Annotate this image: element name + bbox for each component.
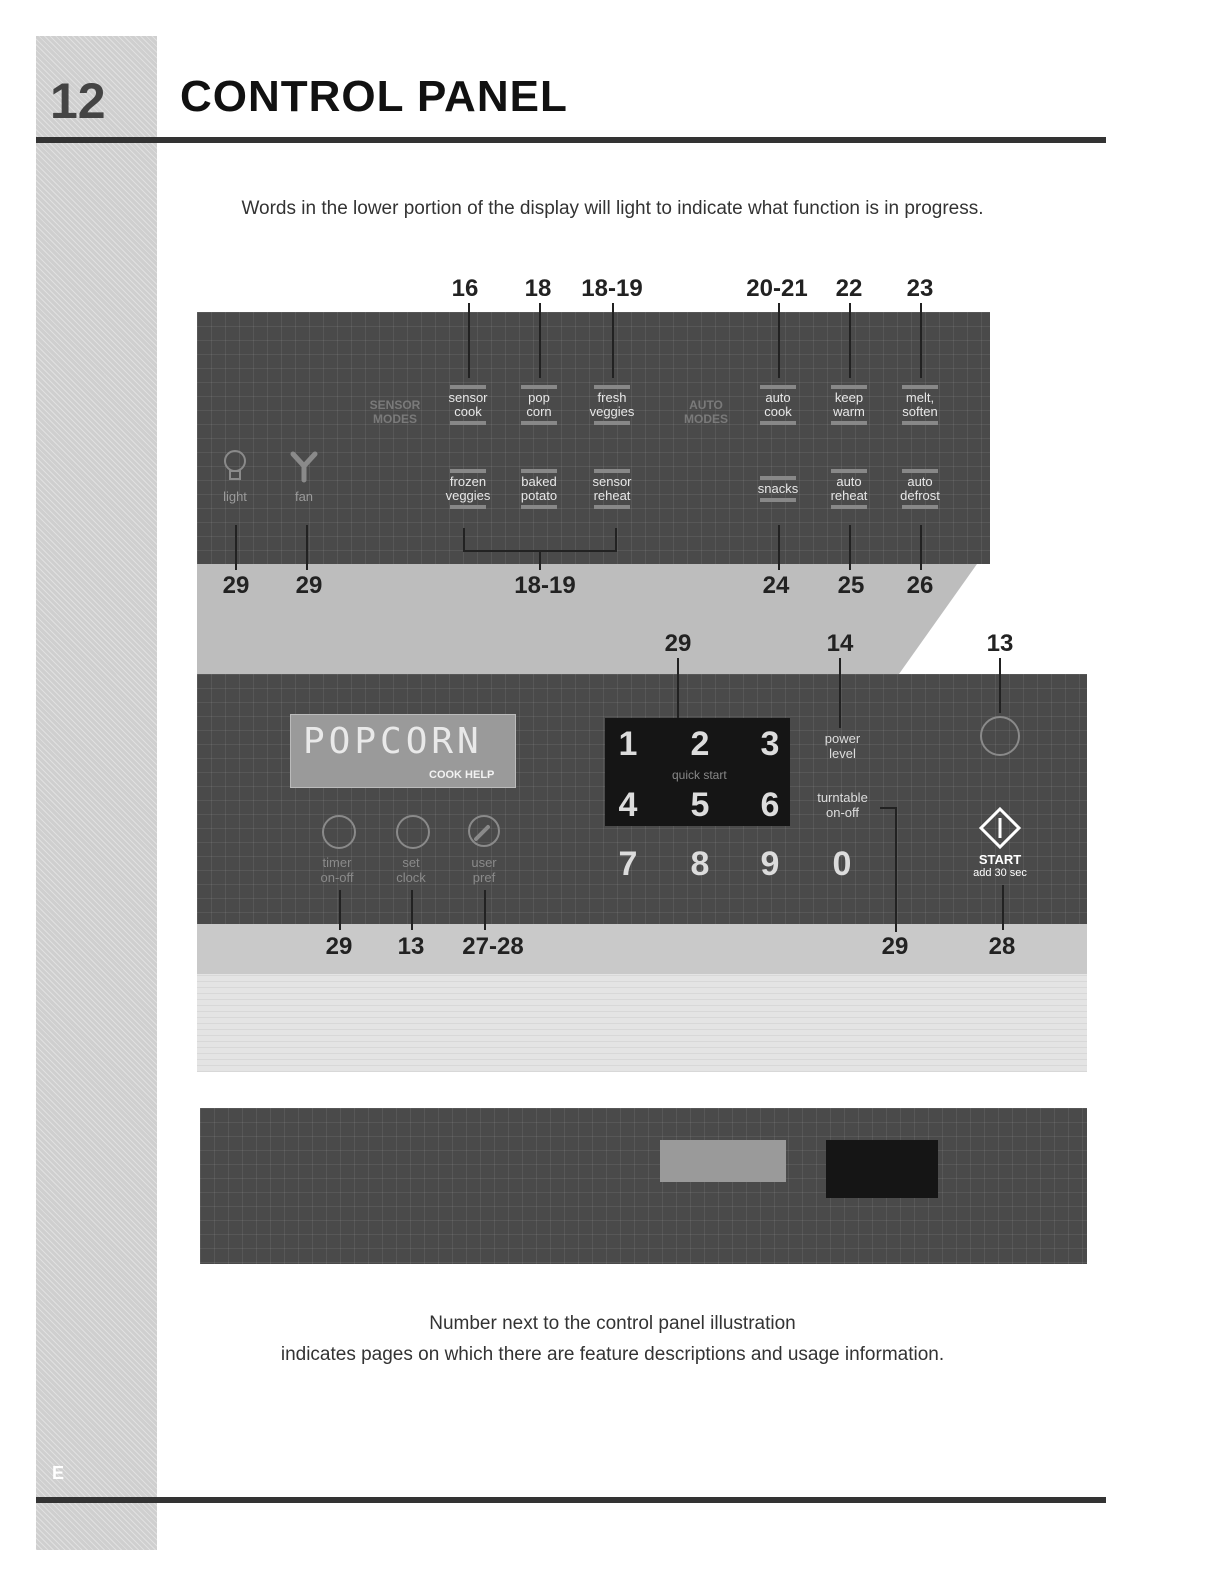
- sensor-modes-label: SENSOR MODES: [369, 398, 421, 426]
- leader-line: [411, 890, 413, 930]
- snacks-button[interactable]: snacks: [738, 474, 818, 504]
- callout-25: 25: [837, 572, 865, 599]
- footer-rule: [36, 1497, 1106, 1503]
- leader-line: [849, 303, 851, 378]
- display-text: POPCORN: [303, 721, 483, 762]
- leader-line: [999, 658, 1001, 713]
- callout-23: 23: [906, 275, 934, 302]
- callout-29-light: 29: [222, 572, 250, 599]
- light-bulb-icon[interactable]: [220, 448, 250, 484]
- callout-29-turntable: 29: [881, 933, 909, 960]
- auto-defrost-button[interactable]: auto defrost: [880, 467, 960, 511]
- intro-text: Words in the lower portion of the display will light to indicate what function is in progress.: [241, 198, 984, 219]
- callout-26: 26: [906, 572, 934, 599]
- fan-label: fan: [294, 489, 314, 504]
- leader-line: [339, 890, 341, 930]
- quick-start-label: quick start: [672, 768, 727, 782]
- power-level-button[interactable]: power level: [824, 731, 861, 761]
- auto-reheat-button[interactable]: auto reheat: [809, 467, 889, 511]
- footnote-line-1: Number next to the control panel illustration: [429, 1313, 796, 1334]
- key-3[interactable]: 3: [760, 725, 780, 763]
- leader-line: [778, 303, 780, 378]
- leader-line: [895, 807, 897, 932]
- page-number: 12: [50, 73, 106, 129]
- leader-line: [306, 525, 308, 570]
- leader-line: [484, 890, 486, 930]
- title-rule: [36, 137, 1106, 143]
- light-label: light: [223, 489, 247, 504]
- key-2[interactable]: 2: [690, 725, 710, 763]
- leader-line: [778, 525, 780, 570]
- key-8[interactable]: 8: [690, 845, 710, 883]
- key-5[interactable]: 5: [690, 786, 710, 824]
- turntable-button[interactable]: turntable on-off: [817, 790, 868, 820]
- leader-line: [920, 303, 922, 378]
- keep-warm-button[interactable]: keep warm: [809, 383, 889, 427]
- callout-22: 22: [835, 275, 863, 302]
- key-9[interactable]: 9: [760, 845, 780, 883]
- fresh-veggies-button[interactable]: fresh veggies: [572, 383, 652, 427]
- key-7[interactable]: 7: [618, 845, 638, 883]
- panel-lower-edge: [197, 974, 1087, 1072]
- start-icon[interactable]: [978, 806, 1022, 850]
- leader-line: [849, 525, 851, 570]
- callout-27-28: 27-28: [462, 933, 524, 960]
- frozen-veggies-button[interactable]: frozen veggies: [428, 467, 508, 511]
- user-pref-label: user pref: [471, 855, 497, 885]
- callout-16: 16: [451, 275, 479, 302]
- thumbnail-keypad: [826, 1140, 938, 1198]
- callout-18-19-row: 18-19: [514, 572, 576, 599]
- callout-13-top: 13: [986, 630, 1014, 657]
- callout-18: 18: [524, 275, 552, 302]
- popcorn-button[interactable]: pop corn: [499, 383, 579, 427]
- power-icon[interactable]: [980, 716, 1020, 756]
- bracket-line: [463, 528, 617, 552]
- footnote-line-2: indicates pages on which there are feature descriptions and usage information.: [280, 1344, 945, 1365]
- leader-line: [839, 658, 841, 728]
- auto-cook-button[interactable]: auto cook: [738, 383, 818, 427]
- baked-potato-button[interactable]: baked potato: [499, 467, 579, 511]
- leader-line: [1002, 885, 1004, 930]
- wrench-icon[interactable]: [466, 813, 502, 849]
- start-label: START: [978, 852, 1022, 867]
- leader-line: [539, 303, 541, 378]
- language-marker: E: [52, 1463, 65, 1483]
- callout-20-21: 20-21: [746, 275, 808, 302]
- timer-label: timer on-off: [320, 855, 354, 885]
- auto-modes-label: AUTO MODES: [683, 398, 728, 426]
- callout-24: 24: [762, 572, 790, 599]
- set-clock-label: set clock: [396, 855, 426, 885]
- key-0[interactable]: 0: [832, 845, 852, 883]
- panel-upper-band: [197, 312, 990, 564]
- sensor-cook-button[interactable]: sensor cook: [428, 383, 508, 427]
- callout-29-quickstart: 29: [664, 630, 692, 657]
- key-4[interactable]: 4: [618, 786, 638, 824]
- leader-line: [880, 807, 896, 809]
- callout-18-19: 18-19: [581, 275, 643, 302]
- callout-14: 14: [826, 630, 854, 657]
- callout-13-clock: 13: [397, 933, 425, 960]
- key-6[interactable]: 6: [760, 786, 780, 824]
- cook-help-label: COOK HELP: [429, 769, 495, 781]
- leader-line: [612, 303, 614, 378]
- callout-29-fan: 29: [295, 572, 323, 599]
- add-30-sec-label: add 30 sec: [973, 867, 1027, 879]
- leader-line: [920, 525, 922, 570]
- leader-line: [235, 525, 237, 570]
- page-title: CONTROL PANEL: [180, 72, 568, 121]
- thumbnail-display: [660, 1140, 786, 1182]
- key-1[interactable]: 1: [618, 725, 638, 763]
- fan-icon[interactable]: [287, 448, 321, 484]
- clock-icon[interactable]: [396, 815, 430, 849]
- full-panel-thumbnail: [200, 1108, 1087, 1264]
- leader-line: [539, 550, 541, 570]
- callout-29-timer: 29: [325, 933, 353, 960]
- sensor-reheat-button[interactable]: sensor reheat: [572, 467, 652, 511]
- lcd-display: [290, 714, 516, 788]
- callout-28-start: 28: [988, 933, 1016, 960]
- timer-icon[interactable]: [322, 815, 356, 849]
- leader-line: [468, 303, 470, 378]
- melt-soften-button[interactable]: melt, soften: [880, 383, 960, 427]
